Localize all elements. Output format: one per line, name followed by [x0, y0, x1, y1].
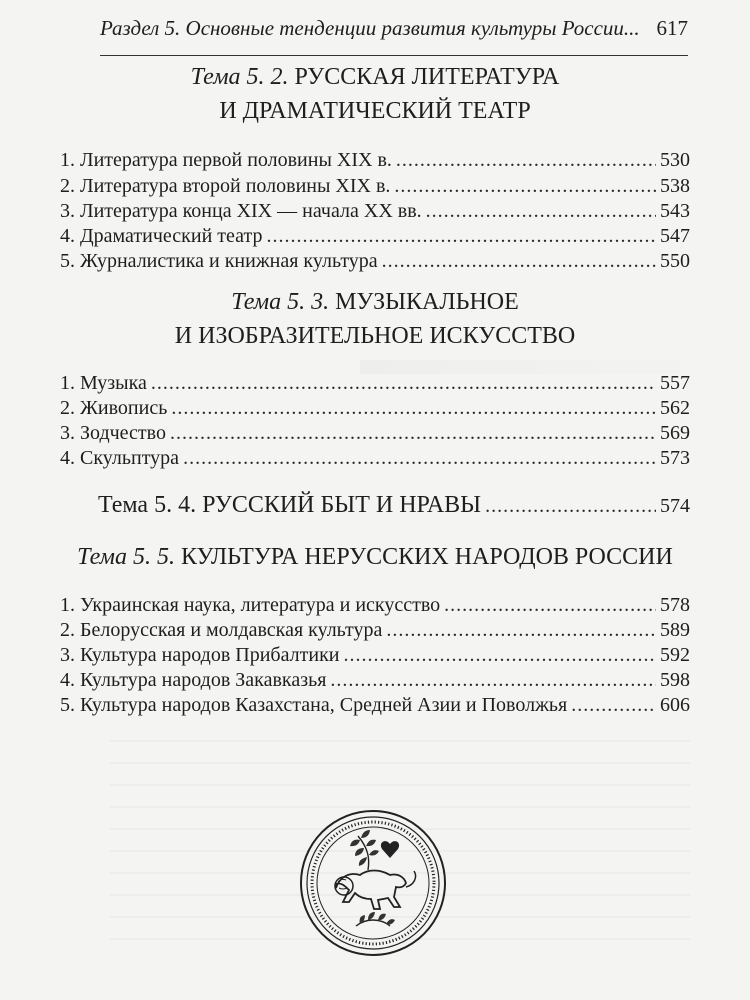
dot-leader: [171, 395, 656, 421]
toc-entry[interactable]: [60, 667, 690, 693]
topic-title: РУССКИЙ БЫТ И НРАВЫ: [202, 492, 482, 518]
toc-entry-title: 4. Драматический театр: [60, 225, 263, 247]
toc-entry-title: 3. Культура народов Прибалтики: [60, 644, 340, 666]
dot-leader: [151, 370, 656, 396]
toc-entry-page: 557: [660, 372, 690, 394]
toc-entry[interactable]: [60, 173, 690, 199]
topic-prefix: Тема 5. 5.: [77, 544, 175, 570]
toc-entry-title: 1. Музыка: [60, 372, 147, 394]
lion-seal-icon: [298, 808, 448, 958]
toc-entry-page: 592: [660, 644, 690, 666]
dot-leader: [170, 420, 656, 446]
topic-prefix: Тема 5. 3.: [231, 289, 330, 315]
toc-entry[interactable]: [60, 617, 690, 643]
toc-entry-page: 547: [660, 225, 690, 247]
toc-entry-page: 589: [660, 619, 690, 641]
toc-entry[interactable]: [60, 223, 690, 249]
toc-entry-page: 538: [660, 175, 690, 197]
toc-entry-title: 1. Литература первой половины XIX в.: [60, 149, 392, 171]
header-rule: [100, 55, 688, 56]
toc-entry-page: 574: [660, 495, 690, 517]
dot-leader: [485, 491, 656, 521]
toc-entry-page: 562: [660, 397, 690, 419]
page-number: 617: [656, 16, 688, 40]
topic-title: КУЛЬТУРА НЕРУССКИХ НАРОДОВ РОССИИ: [181, 544, 673, 570]
toc-entry[interactable]: [60, 147, 690, 173]
toc-entry-title: 5. Культура народов Казахстана, Средней Азии и Поволжья: [60, 694, 568, 716]
toc-entry[interactable]: [60, 420, 690, 446]
dot-leader: [330, 667, 656, 693]
toc-entry-page: 530: [660, 149, 690, 171]
toc-entry[interactable]: [60, 592, 690, 618]
toc-entry-page: 550: [660, 250, 690, 272]
toc-entry-title: 3. Зодчество: [60, 422, 166, 444]
toc-entry[interactable]: [60, 248, 690, 274]
toc-entry-title: 2. Литература второй половины XIX в.: [60, 175, 391, 197]
topic-heading: [60, 540, 690, 574]
toc-entry[interactable]: [60, 642, 690, 668]
toc-entry-page: 543: [660, 200, 690, 222]
toc-entry-page: 569: [660, 422, 690, 444]
dot-leader: [444, 592, 656, 618]
topic-title: И ИЗОБРАЗИТЕЛЬНОЕ ИСКУССТВО: [174, 323, 576, 349]
toc-entry-title: 3. Литература конца XIX — начала XX вв.: [60, 200, 422, 222]
topic-prefix: Тема 5. 2.: [190, 64, 289, 90]
topic-prefix: Тема 5. 4.: [98, 492, 197, 518]
toc-entry[interactable]: [60, 395, 690, 421]
topic-heading: [60, 60, 690, 128]
topic-title: РУССКАЯ ЛИТЕРАТУРА: [294, 64, 560, 90]
toc-entry-title: 1. Украинская наука, литература и искусство: [60, 594, 441, 616]
toc-entry-page: 573: [660, 447, 690, 469]
toc-entry-page: 598: [660, 669, 690, 691]
dot-leader: [396, 147, 656, 173]
toc-entry[interactable]: [60, 445, 690, 471]
toc-entry[interactable]: [98, 490, 690, 520]
toc-entry-title: 5. Журналистика и книжная культура: [60, 250, 378, 272]
dot-leader: [382, 248, 656, 274]
toc-entry-page: 606: [660, 694, 690, 716]
topic-title: МУЗЫКАЛЬНОЕ: [335, 289, 519, 315]
toc-entry[interactable]: [60, 692, 690, 718]
dot-leader: [571, 692, 656, 718]
toc-entry-title: 4. Скульптура: [60, 447, 180, 469]
running-head-title: Раздел 5. Основные тенденции развития культуры России...: [100, 16, 640, 40]
toc-entry-title: 2. Живопись: [60, 397, 168, 419]
topic-heading: [60, 285, 690, 353]
dot-leader: [394, 173, 656, 199]
toc-entry-title: 4. Культура народов Закавказья: [60, 669, 327, 691]
dot-leader: [344, 642, 657, 668]
dot-leader: [426, 198, 656, 224]
topic-title: И ДРАМАТИЧЕСКИЙ ТЕАТР: [219, 98, 531, 124]
toc-entry[interactable]: [60, 370, 690, 396]
topic-heading: [98, 490, 481, 520]
dot-leader: [386, 617, 656, 643]
toc-entry[interactable]: [60, 198, 690, 224]
running-head: [100, 16, 688, 41]
toc-entry-title: 2. Белорусская и молдавская культура: [60, 619, 383, 641]
dot-leader: [183, 445, 656, 471]
toc-entry-page: 578: [660, 594, 690, 616]
dot-leader: [266, 223, 656, 249]
